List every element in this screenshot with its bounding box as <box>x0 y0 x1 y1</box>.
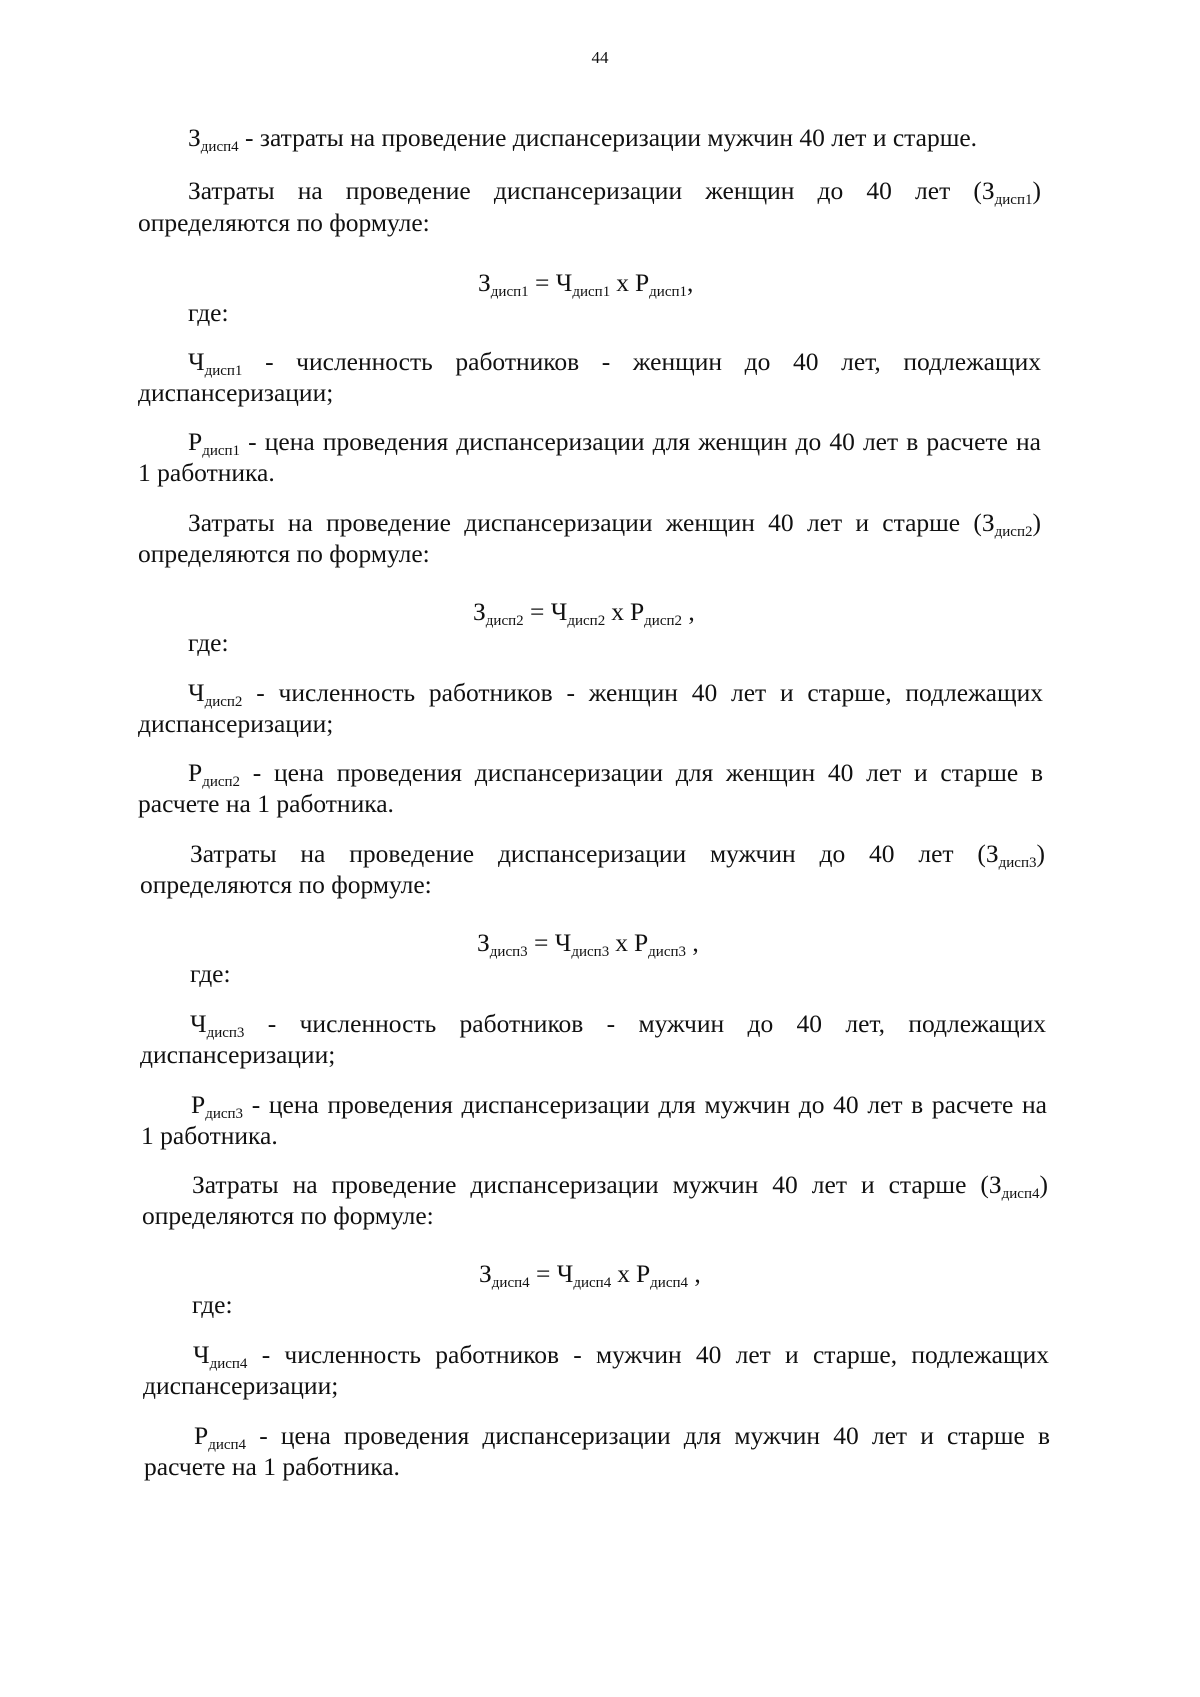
block1-where: где: <box>188 298 229 327</box>
block2-formula-label: определяются по формуле: <box>138 539 430 568</box>
block3-formula-label: определяются по формуле: <box>140 870 432 899</box>
block4-intro: Затраты на проведение диспансеризации мужчин 40 лет и старше $(З_{дисп4})$ <box>192 1170 1048 1202</box>
block1-r-desc: $Р_{дисп1}$ - цена проведения диспансеризации для женщин до 40 лет в расчете на <box>188 427 1041 459</box>
block2-r-desc: $Р_{дисп2}$ - цена проведения диспансеризации для женщин 40 лет и старше в <box>188 758 1043 790</box>
page-number: 44 <box>591 48 609 67</box>
block3-ch-cont: диспансеризации; <box>140 1040 336 1069</box>
block2-formula: $З_{дисп2} = Ч_{дисп2}$ х $Р_{дисп2}$ , <box>473 597 695 629</box>
block2-ch-desc: $Ч_{дисп2}$ - численность работников - женщин 40 лет и старше, подлежащих <box>188 678 1043 710</box>
block2-intro: Затраты на проведение диспансеризации женщин 40 лет и старше $(З_{дисп2})$ <box>188 508 1041 540</box>
block3-ch-desc: $Ч_{дисп3}$ - численность работников - мужчин до 40 лет, подлежащих <box>190 1009 1047 1041</box>
block1-r-cont: 1 работника. <box>138 458 275 487</box>
block2-r-cont: расчете на 1 работника. <box>138 789 394 818</box>
block4-ch-cont: диспансеризации; <box>143 1371 339 1400</box>
block3-r-desc: $Р_{дисп3}$ - цена проведения диспансеризации для мужчин до 40 лет в расчете на <box>191 1090 1047 1122</box>
block1-formula-label: определяются по формуле: <box>138 208 430 237</box>
block4-formula: $З_{дисп4} = Ч_{дисп4}$ х $Р_{дисп4}$ , <box>479 1259 701 1291</box>
block4-r-cont: расчете на 1 работника. <box>144 1452 400 1481</box>
block2-ch-cont: диспансеризации; <box>138 709 334 738</box>
block1-formula: $З_{дисп1} = Ч_{дисп1}$ х $Р_{дисп1}$, <box>478 268 694 300</box>
block3-intro: Затраты на проведение диспансеризации мужчин до 40 лет $(З_{дисп3})$ <box>190 839 1045 871</box>
block1-ch-cont: диспансеризации; <box>138 378 334 407</box>
block3-where: где: <box>190 959 231 988</box>
block4-where: где: <box>192 1290 233 1319</box>
block1-ch-desc: $Ч_{дисп1}$ - численность работников - женщин до 40 лет, подлежащих <box>188 347 1042 379</box>
block3-r-cont: 1 работника. <box>141 1121 278 1150</box>
block2-where: где: <box>188 628 229 657</box>
block4-formula-label: определяются по формуле: <box>142 1201 434 1230</box>
block3-formula: $З_{дисп3} = Ч_{дисп3}$ х $Р_{дисп3}$ , <box>477 928 699 960</box>
block4-r-desc: $Р_{дисп4}$ - цена проведения диспансеризации для мужчин 40 лет и старше в <box>194 1421 1050 1453</box>
block4-ch-desc: $Ч_{дисп4}$ - численность работников - мужчин 40 лет и старше, подлежащих <box>193 1340 1050 1372</box>
intro-line: $З_{дисп4}$ - затраты на проведение диспансеризации мужчин 40 лет и старше. <box>188 123 978 155</box>
block1-intro: Затраты на проведение диспансеризации женщин до 40 лет $(З_{дисп1})$ <box>188 176 1041 208</box>
